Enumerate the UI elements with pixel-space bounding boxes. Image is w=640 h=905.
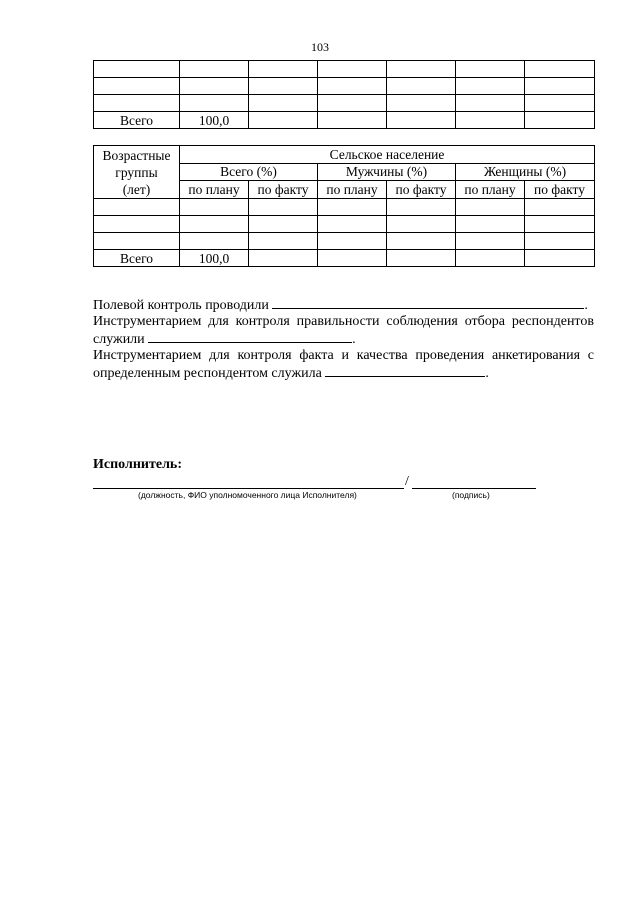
word: для xyxy=(208,314,229,329)
table-cell xyxy=(456,216,525,233)
table-cell xyxy=(249,61,318,78)
table-cell xyxy=(180,78,249,95)
table-cell xyxy=(456,112,525,129)
table-cell xyxy=(180,216,249,233)
second-line xyxy=(93,330,594,348)
table-cell xyxy=(249,78,318,95)
word: Инструментарием xyxy=(93,348,202,363)
table-cell xyxy=(456,78,525,95)
total-percent-header: Всего (%) xyxy=(180,163,318,181)
table-cell xyxy=(387,233,456,250)
table-cell xyxy=(318,112,387,129)
signature-caption: (подпись) xyxy=(452,490,490,500)
fact-header: по факту xyxy=(387,181,456,199)
respondent-label: определенным респондентом служила xyxy=(93,366,322,381)
fact-header: по факту xyxy=(525,181,595,199)
served-label: служили xyxy=(93,332,145,347)
table-cell xyxy=(318,95,387,112)
page-number: 103 xyxy=(311,40,329,54)
table-cell xyxy=(456,95,525,112)
table-cell xyxy=(456,233,525,250)
table-cell xyxy=(456,61,525,78)
total-label: Всего xyxy=(94,250,180,267)
table-cell xyxy=(525,250,595,267)
table-cell xyxy=(180,95,249,112)
word: отбора xyxy=(464,314,505,329)
women-percent-header: Женщины (%) xyxy=(456,163,595,181)
field-control-line xyxy=(93,296,594,314)
word: с xyxy=(587,348,594,363)
word: для xyxy=(209,348,230,363)
table-cell xyxy=(249,112,318,129)
total-value: 100,0 xyxy=(180,250,249,267)
word: факта xyxy=(299,348,334,363)
total-row xyxy=(94,250,595,267)
table-cell xyxy=(94,216,180,233)
line-end: . xyxy=(352,332,356,347)
justified-line xyxy=(93,347,594,364)
signature-line[interactable] xyxy=(412,488,536,489)
table-cell xyxy=(318,216,387,233)
word: качества xyxy=(356,348,408,363)
table-cell xyxy=(318,233,387,250)
table-cell xyxy=(387,250,456,267)
table-cell xyxy=(249,233,318,250)
table-cell xyxy=(456,199,525,216)
word: контроля xyxy=(237,348,292,363)
line-end: . xyxy=(584,298,588,313)
age-groups-header xyxy=(94,146,180,199)
second-line xyxy=(93,364,594,382)
word: правильности xyxy=(296,314,380,329)
table-row xyxy=(94,199,595,216)
line-end: . xyxy=(485,366,489,381)
plan-header: по плану xyxy=(456,181,525,199)
table-row xyxy=(94,78,595,95)
table-cell xyxy=(525,216,595,233)
table-cell xyxy=(318,199,387,216)
men-percent-header: Мужчины (%) xyxy=(318,163,456,181)
table-cell xyxy=(249,250,318,267)
table-cell xyxy=(318,250,387,267)
rural-population-table xyxy=(93,145,595,267)
position-name-caption: (должность, ФИО уполномоченного лица Исполнителя) xyxy=(138,490,357,500)
age-header-line: Возрастные xyxy=(102,148,171,163)
rural-population-header: Сельское население xyxy=(180,146,595,164)
field-control-blank[interactable] xyxy=(272,296,584,309)
table-cell xyxy=(249,216,318,233)
table-cell xyxy=(180,61,249,78)
total-value: 100,0 xyxy=(180,112,249,129)
plan-header: по плану xyxy=(318,181,387,199)
word: и xyxy=(341,348,350,363)
table-cell xyxy=(525,233,595,250)
table-cell xyxy=(456,250,525,267)
table-cell xyxy=(94,233,180,250)
plan-header: по плану xyxy=(180,181,249,199)
selection-tool-blank[interactable] xyxy=(148,330,352,343)
age-header-line: группы xyxy=(115,165,158,180)
survey-tool-blank[interactable] xyxy=(325,364,485,377)
table-row xyxy=(94,233,595,250)
table-row xyxy=(94,61,595,78)
table-cell xyxy=(387,112,456,129)
table-cell xyxy=(180,233,249,250)
justified-line xyxy=(93,313,594,330)
table-cell xyxy=(525,78,595,95)
table-cell xyxy=(525,112,595,129)
word: анкетирования xyxy=(491,348,581,363)
table-cell xyxy=(525,199,595,216)
table-cell xyxy=(318,78,387,95)
table-cell xyxy=(94,199,180,216)
header-row xyxy=(94,146,595,164)
word: проведения xyxy=(415,348,485,363)
word: Инструментарием xyxy=(93,314,202,329)
table-cell xyxy=(525,95,595,112)
table-cell xyxy=(249,95,318,112)
selection-control-paragraph xyxy=(93,313,594,348)
survey-control-paragraph xyxy=(93,347,594,382)
table-cell xyxy=(318,61,387,78)
position-name-line[interactable] xyxy=(93,488,404,489)
executor-label: Исполнитель: xyxy=(93,457,182,472)
table-cell xyxy=(387,95,456,112)
table-cell xyxy=(387,216,456,233)
total-row xyxy=(94,112,595,129)
table-cell xyxy=(94,61,180,78)
total-label: Всего xyxy=(94,112,180,129)
table-cell xyxy=(180,199,249,216)
fact-header: по факту xyxy=(249,181,318,199)
word: респондентов xyxy=(511,314,594,329)
table-cell xyxy=(387,199,456,216)
table-cell xyxy=(387,78,456,95)
field-control-label: Полевой контроль проводили xyxy=(93,298,269,313)
word: контроля xyxy=(235,314,290,329)
table-cell xyxy=(525,61,595,78)
word: соблюдения xyxy=(386,314,458,329)
table-row xyxy=(94,216,595,233)
table-cell xyxy=(94,78,180,95)
table-cell xyxy=(249,199,318,216)
table-row xyxy=(94,95,595,112)
separator-slash: / xyxy=(405,474,409,489)
table-cell xyxy=(387,61,456,78)
age-header-line: (лет) xyxy=(122,182,151,197)
table-cell xyxy=(94,95,180,112)
top-table xyxy=(93,60,595,129)
